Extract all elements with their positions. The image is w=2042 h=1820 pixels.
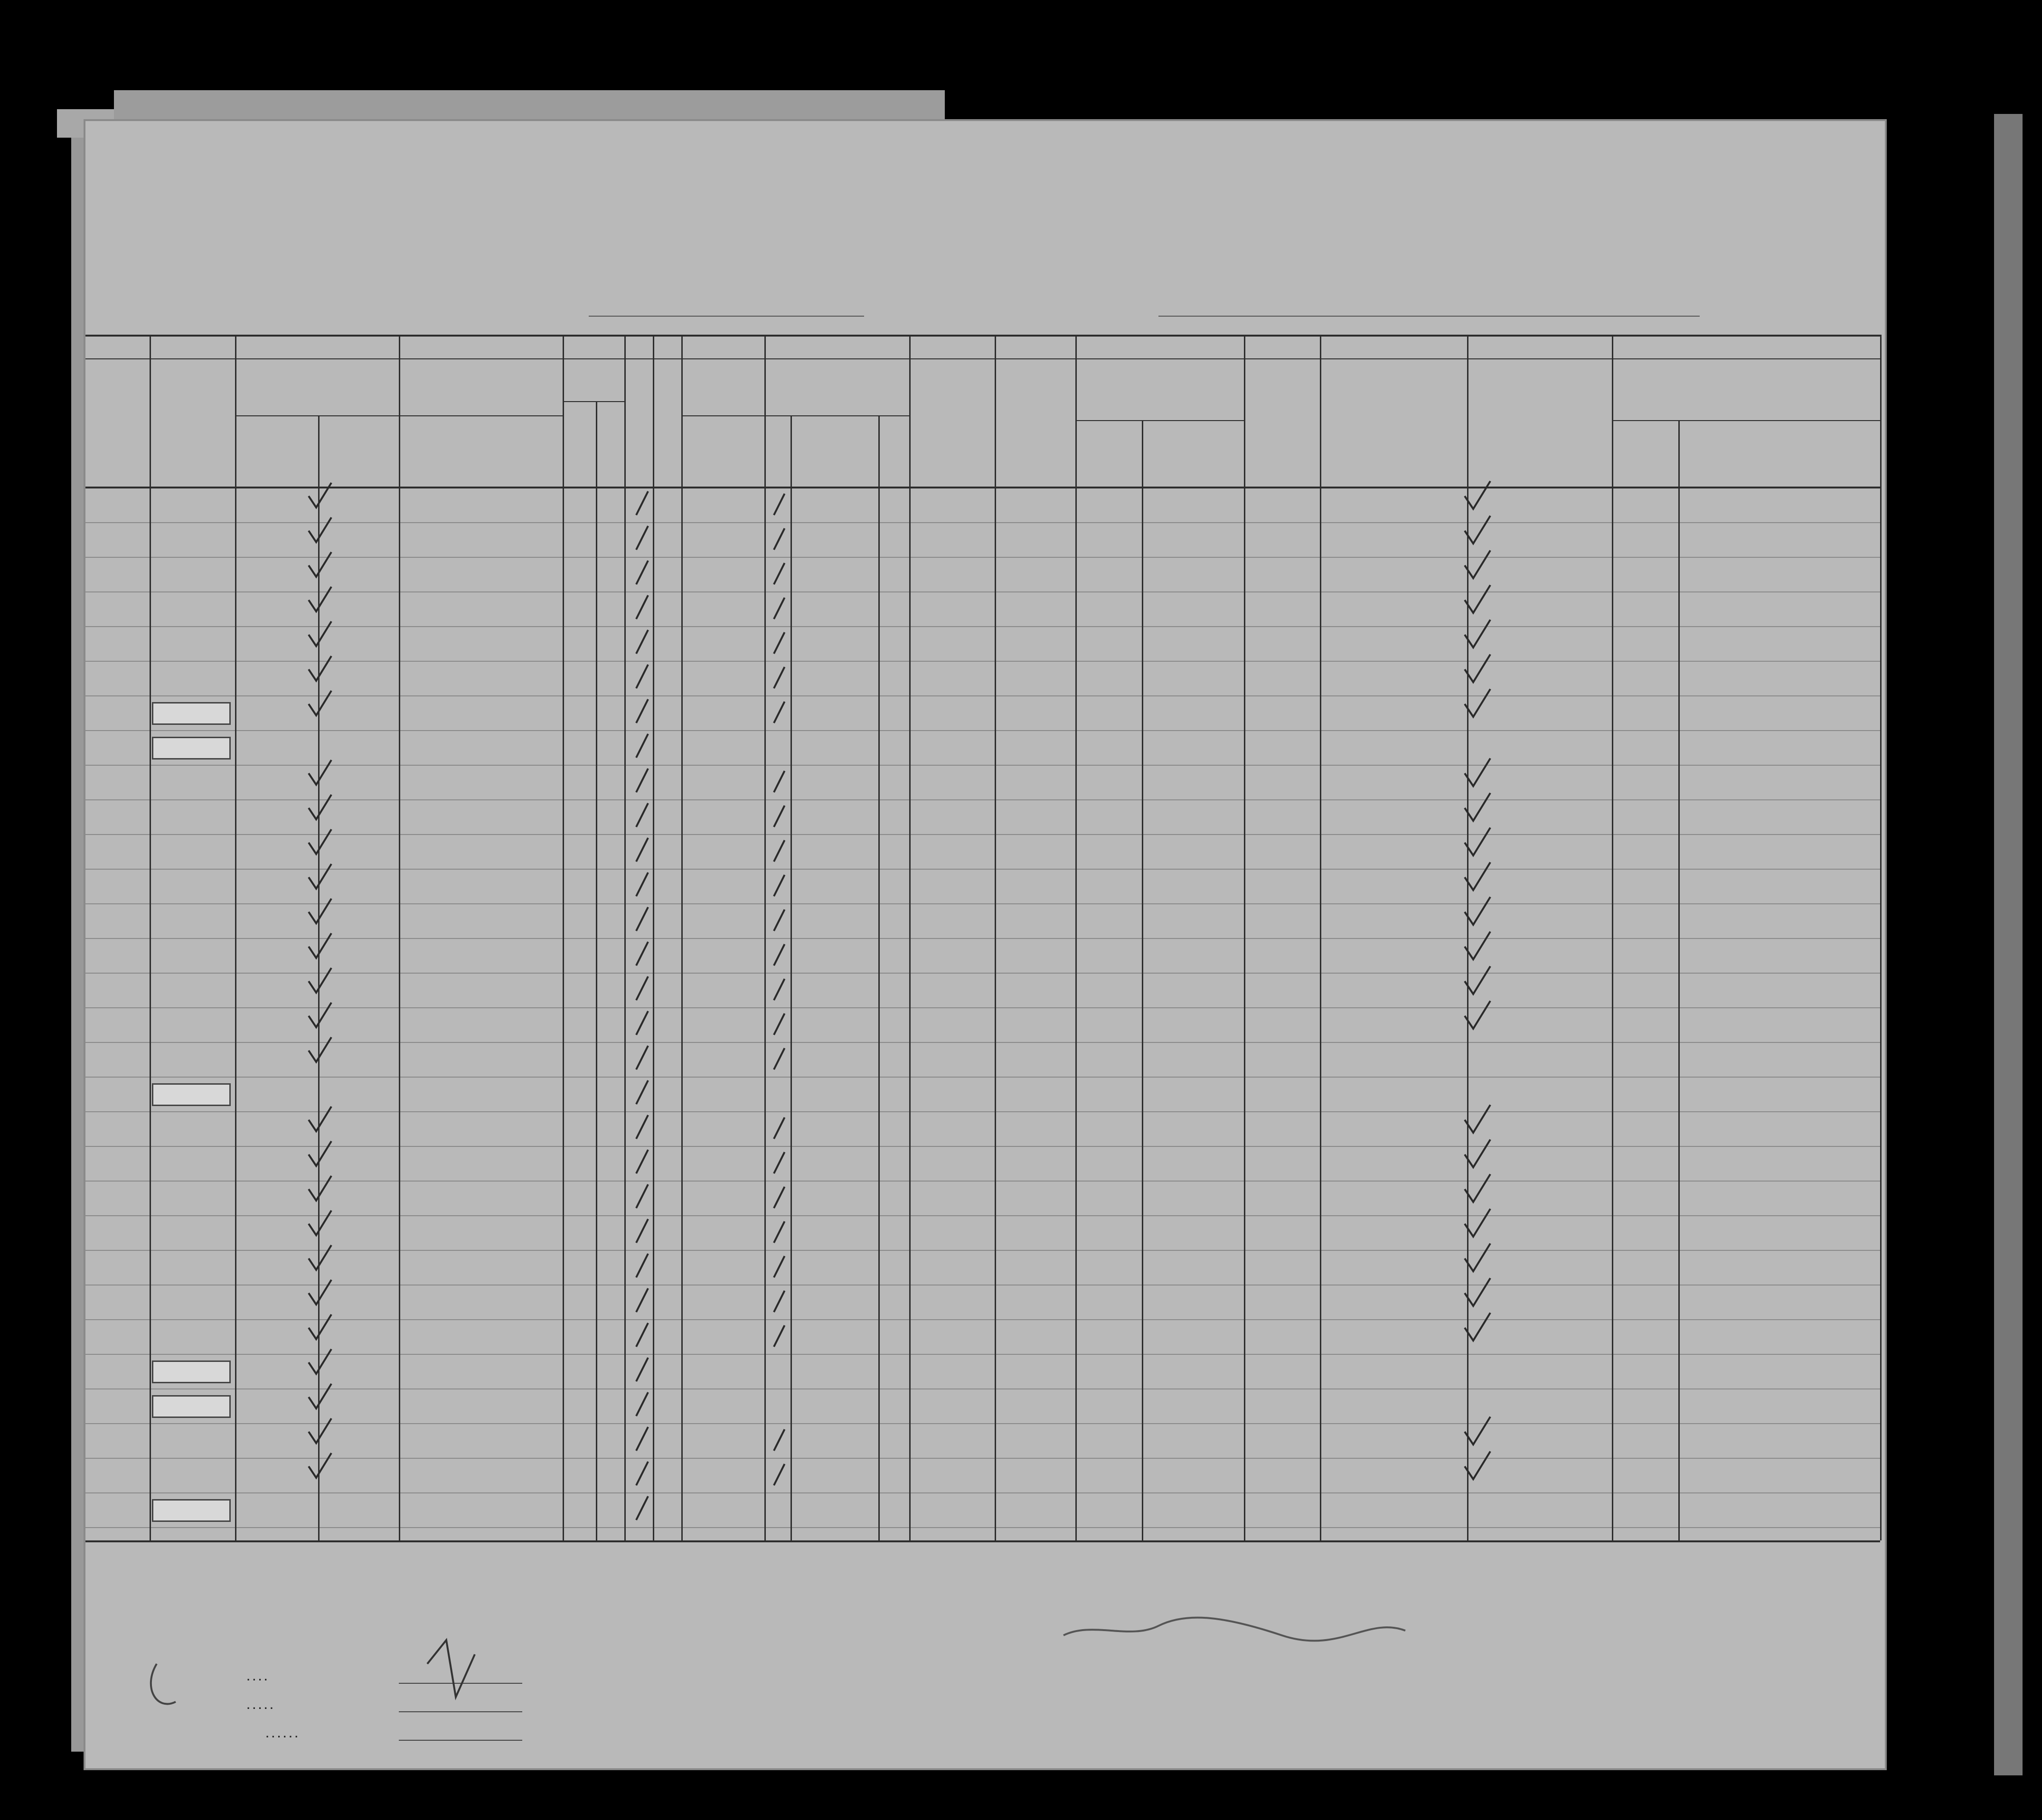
check-mark	[309, 1453, 331, 1478]
tally-slash	[636, 1046, 648, 1069]
inspector-checkmarks	[309, 481, 1490, 1520]
check-mark	[309, 1141, 331, 1166]
tally-slash	[774, 840, 785, 862]
check-mark	[1465, 793, 1490, 821]
tally-slash	[774, 598, 785, 619]
check-mark	[1465, 551, 1490, 579]
tally-slash	[636, 665, 648, 688]
check-mark	[1465, 759, 1490, 787]
tally-slash	[636, 976, 648, 1000]
check-mark	[309, 1314, 331, 1339]
check-mark	[1465, 1417, 1490, 1445]
check-mark	[309, 864, 331, 889]
tally-slash	[774, 563, 785, 584]
tally-slash	[774, 1256, 785, 1277]
check-mark	[1465, 516, 1490, 544]
manifest-sheet	[85, 121, 1885, 1768]
tally-slash	[636, 1115, 648, 1139]
check-mark	[1465, 689, 1490, 717]
tally-slash	[774, 702, 785, 723]
check-mark	[309, 1210, 331, 1235]
tally-slash	[636, 942, 648, 966]
check-mark	[309, 1176, 331, 1201]
tally-slash	[636, 595, 648, 619]
check-mark	[309, 621, 331, 646]
tally-slash	[774, 528, 785, 550]
check-mark	[309, 656, 331, 681]
check-mark	[1465, 966, 1490, 994]
margin-scribble	[151, 1664, 176, 1704]
tally-slash	[636, 699, 648, 723]
check-mark	[309, 1037, 331, 1062]
check-mark	[309, 552, 331, 577]
tally-slash	[636, 1288, 648, 1312]
tally-slash	[774, 806, 785, 827]
tally-slash	[774, 1429, 785, 1451]
check-mark	[309, 587, 331, 611]
signature-scribble	[1063, 1618, 1405, 1641]
check-mark	[1465, 1140, 1490, 1168]
tally-slash	[636, 907, 648, 931]
check-mark	[1465, 1313, 1490, 1341]
check-mark	[309, 1418, 331, 1443]
tally-slash	[774, 1221, 785, 1243]
tally-slash	[636, 1496, 648, 1520]
check-mark	[309, 1349, 331, 1374]
tally-slash	[636, 1392, 648, 1416]
tally-slash	[636, 838, 648, 862]
check-mark	[1465, 585, 1490, 613]
check-mark	[1465, 828, 1490, 856]
tally-slash	[774, 632, 785, 654]
tally-slash	[774, 1291, 785, 1312]
tally-slash	[636, 526, 648, 550]
tally-slash	[636, 734, 648, 758]
tally-slash	[774, 1048, 785, 1069]
check-mark	[309, 1107, 331, 1131]
tally-slash	[774, 979, 785, 1000]
back-sheet-2	[114, 90, 945, 123]
tally-slash	[636, 1358, 648, 1381]
check-mark	[1465, 1452, 1490, 1480]
aliens-label: . . . . . .	[266, 1728, 298, 1740]
tally-slash	[774, 910, 785, 931]
tally-slash	[774, 494, 785, 515]
check-mark	[1465, 932, 1490, 960]
tally-slash	[774, 1325, 785, 1347]
tally-slash	[774, 667, 785, 688]
check-mark	[1465, 481, 1490, 509]
tally-slash	[636, 769, 648, 792]
check-mark	[309, 899, 331, 923]
check-mark	[1465, 897, 1490, 925]
tally-slash	[774, 875, 785, 896]
check-mark	[309, 1384, 331, 1408]
check-mark	[1465, 1105, 1490, 1133]
check-mark	[309, 795, 331, 819]
tally-slash	[636, 1219, 648, 1243]
tally-slash	[636, 1254, 648, 1277]
tally-slash	[636, 1323, 648, 1347]
tally-slash	[636, 1011, 648, 1035]
handwritten-annotations	[85, 121, 1885, 1768]
tally-slash	[636, 561, 648, 584]
check-mark	[1465, 1278, 1490, 1306]
tally-slash	[636, 1427, 648, 1451]
tally-slash	[774, 1013, 785, 1035]
us-citizens-label: . . . . .	[247, 1699, 273, 1711]
check-mark	[309, 1003, 331, 1027]
tally-slash	[636, 803, 648, 827]
tally-slash	[774, 944, 785, 966]
right-binding-strip	[1994, 114, 2023, 1775]
tally-slash	[636, 1150, 648, 1173]
tally-slash	[774, 1464, 785, 1485]
check-mark	[309, 691, 331, 715]
tally-slash	[774, 1152, 785, 1173]
total-scribble	[427, 1640, 475, 1697]
check-mark	[1465, 1001, 1490, 1029]
check-mark	[1465, 863, 1490, 891]
check-mark	[1465, 620, 1490, 648]
tally-slash	[636, 630, 648, 654]
check-mark	[309, 483, 331, 507]
check-mark	[309, 933, 331, 958]
check-mark	[309, 968, 331, 993]
total-passengers-label: . . . .	[247, 1671, 267, 1683]
tally-slash	[636, 1184, 648, 1208]
tally-slash	[636, 491, 648, 515]
check-mark	[309, 760, 331, 785]
check-mark	[1465, 655, 1490, 683]
check-mark	[1465, 1244, 1490, 1272]
check-mark	[309, 829, 331, 854]
tally-slash	[774, 771, 785, 792]
tally-slash	[636, 1080, 648, 1104]
check-mark	[1465, 1209, 1490, 1237]
check-mark	[1465, 1174, 1490, 1202]
tally-slash	[774, 1187, 785, 1208]
check-mark	[309, 1245, 331, 1270]
check-mark	[309, 517, 331, 542]
tally-slash	[636, 872, 648, 896]
check-mark	[309, 1280, 331, 1304]
tally-slash	[636, 1462, 648, 1485]
tally-slash	[774, 1117, 785, 1139]
